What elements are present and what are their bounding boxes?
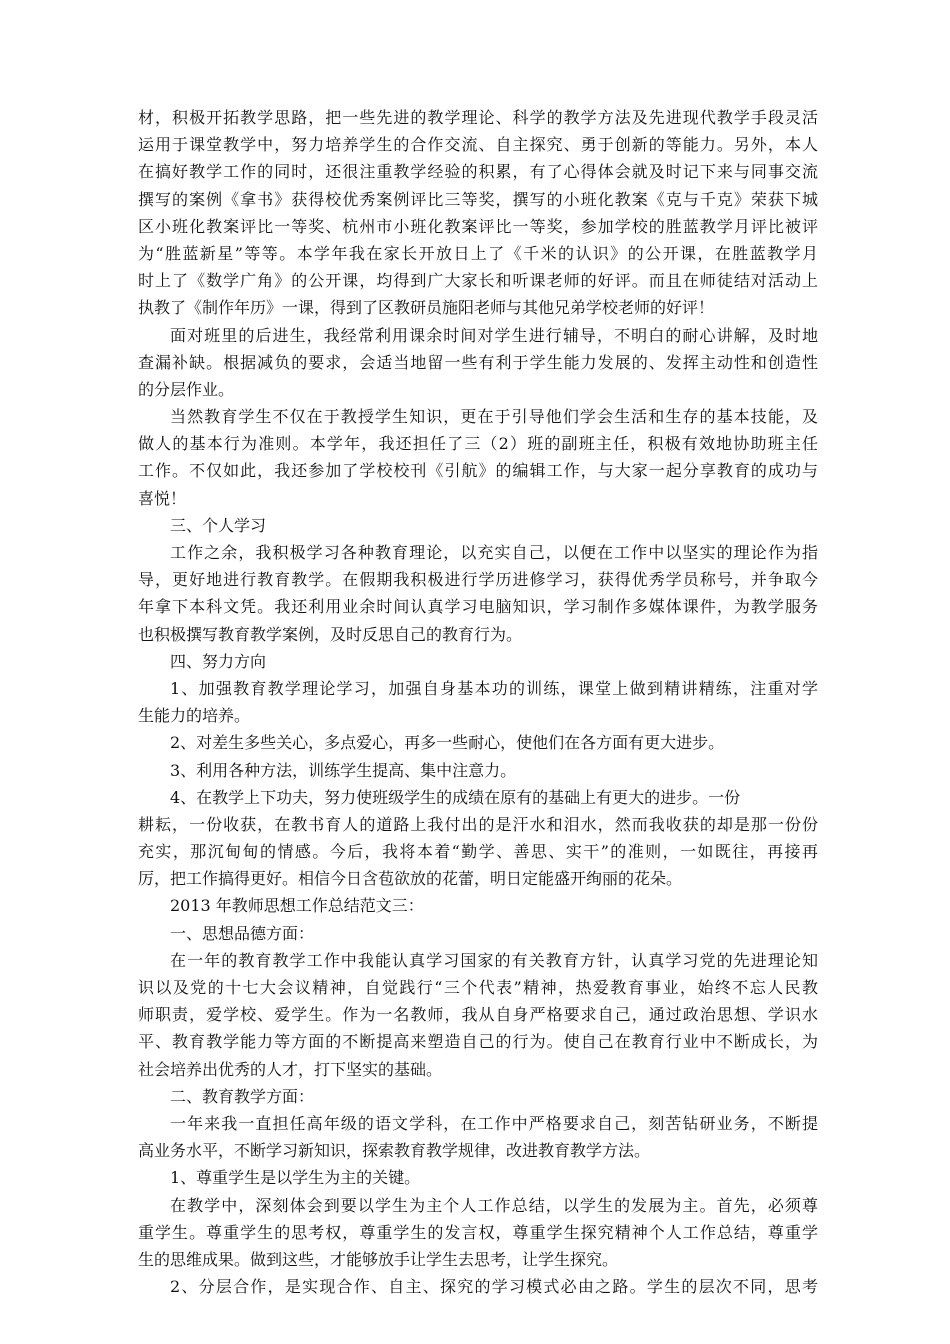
text-line: 在一年的教育教学工作中我能认真学习国家的有关教育方针，认真学习党的先进理论知	[170, 950, 818, 970]
text-line: 在教学中，深刻体会到要以学生为主个人工作总结，以学生的发展为主。首先，必须尊	[170, 1195, 818, 1215]
text-line: 充实，那沉甸甸的情感。今后，我将本着“勤学、善思、实干”的准则，一如既往，再接再	[138, 842, 818, 862]
text-line: 查漏补缺。根据减负的要求，会适当地留一些有利于学生能力发展的、发挥主动性和创造性	[138, 352, 818, 372]
text-line: 年拿下本科文凭。我还利用业余时间认真学习电脑知识，学习制作多媒体课件，为教学服务	[138, 597, 818, 617]
text-line: 高业务水平，不断学习新知识，探索教育教学规律，改进教育教学方法。	[138, 1141, 651, 1161]
text-line: 的分层作业。	[138, 379, 235, 399]
text-line: 工作。不仅如此，我还参加了学校校刊《引航》的编辑工作，与大家一起分享教育的成功与	[138, 461, 818, 481]
text-line: 一年来我一直担任高年级的语文学科，在工作中严格要求自己，刻苦钻研业务，不断提	[170, 1113, 818, 1133]
text-line: 时上了《数学广角》的公开课，均得到广大家长和听课老师的好评。而且在师徒结对活动上	[138, 271, 818, 291]
text-line: 社会培养出优秀的人才，打下坚实的基础。	[138, 1059, 443, 1079]
text-line: 一、思想品德方面：	[170, 923, 315, 943]
text-line: 执教了《制作年历》一课，得到了区教研员施阳老师与其他兄弟学校老师的好评！	[138, 298, 715, 318]
text-line: 区小班化教案评比一等奖、杭州市小班化教案评比一等奖，参加学校的胜蓝教学月评比被评	[138, 216, 818, 236]
text-line: 二、教育教学方面：	[170, 1086, 315, 1106]
text-line: 3、利用各种方法，训练学生提高、集中注意力。	[170, 760, 517, 780]
text-line: 工作之余，我积极学习各种教育理论，以充实自己，以便在工作中以坚实的理论作为指	[170, 543, 818, 562]
text-line: 1、尊重学生是以学生为主的关键。	[170, 1168, 421, 1188]
text-line: 为“胜蓝新星”等等。本学年我在家长开放日上了《千米的认识》的公开课，在胜蓝教学月	[138, 243, 818, 263]
text-line: 四、努力方向	[170, 651, 267, 671]
text-line: 2、对差生多些关心，多点爱心，再多一些耐心，使他们在各方面有更大进步。	[170, 733, 725, 753]
text-line: 识以及党的十七大会议精神，自觉践行“三个代表”精神，热爱教育事业，始终不忘人民教	[138, 978, 818, 997]
text-line: 当然教育学生不仅在于教授学生知识，更在于引导他们学会生活和生存的基本技能，及	[170, 407, 818, 427]
text-line: 也积极撰写教育教学案例，及时反思自己的教育行为。	[138, 624, 523, 644]
text-line: 2、分层合作，是实现合作、自主、探究的学习模式必由之路。学生的层次不同，思考	[170, 1277, 818, 1297]
text-line: 师职责，爱学校、爱学生。作为一名教师，我从自身严格要求自己，通过政治思想、学识水	[138, 1005, 818, 1025]
text-line: 耕耘，一份收获，在教书育人的道路上我付出的是汗水和泪水，然而我收获的却是那一份份	[138, 814, 818, 834]
text-line: 2013 年教师思想工作总结范文三：	[170, 896, 424, 916]
text-line: 1、加强教育教学理论学习，加强自身基本功的训练，课堂上做到精讲精练，注重对学	[170, 678, 818, 698]
text-line: 做人的基本行为准则。本学年，我还担任了三（2）班的副班主任，积极有效地协助班主任	[138, 434, 818, 454]
text-line: 平、教育教学能力等方面的不断提高来塑造自己的行为。使自己在教育行业中不断成长，为	[138, 1032, 818, 1052]
text-line: 在搞好教学工作的同时，还很注重教学经验的积累，有了心得体会就及时记下来与同事交流	[138, 162, 818, 182]
text-line: 运用于课堂教学中，努力培养学生的合作交流、自主探究、勇于创新的等能力。另外，本人	[138, 135, 818, 155]
text-line: 厉，把工作搞得更好。相信今日含苞欲放的花蕾，明日定能盛开绚丽的花朵。	[138, 869, 683, 889]
text-line: 喜悦！	[138, 488, 187, 508]
text-line: 生的思维成果。做到这些，才能够放手让学生去思考，让学生探究。	[138, 1249, 619, 1269]
document-page	[138, 104, 818, 1300]
text-line: 4、在教学上下功夫，努力使班级学生的成绩在原有的基础上有更大的进步。一份	[170, 787, 741, 807]
text-line: 面对班里的后进生，我经常利用课余时间对学生进行辅导，不明白的耐心讲解，及时地	[170, 325, 818, 345]
text-line: 导，更好地进行教育教学。在假期我积极进行学历进修学习，获得优秀学员称号，并争取今	[138, 570, 818, 590]
text-line: 撰写的案例《拿书》获得校优秀案例评比三等奖，撰写的小班化教案《克与千克》荣获下城	[138, 189, 818, 209]
text-line: 材，积极开拓教学思路，把一些先进的教学理论、科学的教学方法及先进现代教学手段灵活	[138, 108, 818, 127]
text-line: 生能力的培养。	[138, 706, 251, 726]
text-line: 重学生。尊重学生的思考权，尊重学生的发言权，尊重学生探究精神个人工作总结，尊重学	[138, 1222, 818, 1242]
text-line: 三、个人学习	[170, 515, 267, 535]
